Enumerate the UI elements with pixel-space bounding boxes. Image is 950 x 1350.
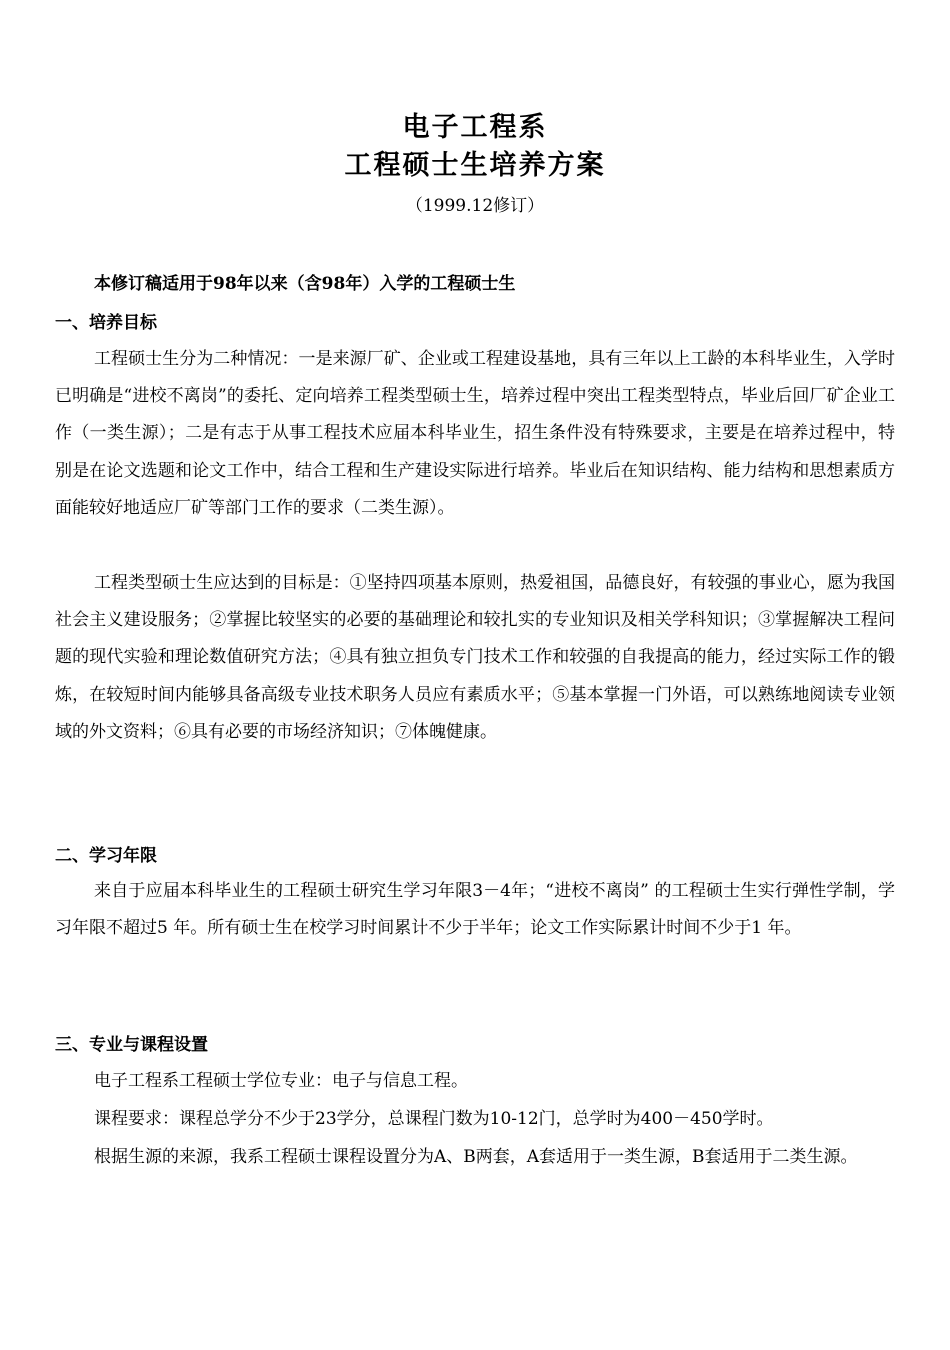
paragraph-course-sets: 根据生源的来源，我系工程硕士课程设置分为A、B两套，A套适用于一类生源，B套适用于二类生源。 [94, 1147, 858, 1167]
section-heading-duration: 二、学习年限 [55, 846, 157, 866]
section-heading-curriculum: 三、专业与课程设置 [55, 1035, 208, 1055]
section-heading-goals: 一、培养目标 [55, 313, 157, 333]
applicability-note: 本修订稿适用于98年以来（含98年）入学的工程硕士生 [94, 274, 516, 294]
document-title-program: 工程硕士生培养方案 [344, 150, 606, 181]
paragraph-training-targets: 工程类型硕士生应达到的目标是：①坚持四项基本原则，热爱祖国，品德良好，有较强的事业心，愿为我国社会主义建设服务；②掌握比较坚实的必要的基础理论和较扎实的专业知识及相关学科知识；③掌握解决工程问题的现代实验和理论数值研究方法；④具有独立担负专门技术工作和较强的自我提高的能力，经过实际工作的锻炼，在较短时间内能够具备高级专业技术职务人员应有素质水平；⑤基本掌握一门外语，可以熟练地阅读专业领域的外文资料；⑥具有必要的市场经济知识；⑦体魄健康。 [55, 573, 895, 742]
revision-date: （1999.12修订） [405, 196, 545, 216]
paragraph-student-types: 工程硕士生分为二种情况：一是来源厂矿、企业或工程建设基地，具有三年以上工龄的本科毕业生，入学时已明确是“进校不离岗”的委托、定向培养工程类型硕士生，培养过程中突出工程类型特点，毕业后回厂矿企业工作（一类生源）；二是有志于从事工程技术应届本科毕业生，招生条件没有特殊要求，主要是在培养过程中，特别是在论文选题和论文工作中，结合工程和生产建设实际进行培养。毕业后在知识结构、能力结构和思想素质方面能较好地适应厂矿等部门工作的要求（二类生源）。 [55, 349, 895, 518]
paragraph-study-duration: 来自于应届本科毕业生的工程硕士研究生学习年限3－4年；“进校不离岗” 的工程硕士生实行弹性学制，学习年限不超过5 年。所有硕士生在校学习时间累计不少于半年；论文工作实际累计时间不少于1 年。 [55, 881, 895, 939]
document-title-department: 电子工程系 [402, 112, 548, 143]
paragraph-degree-major: 电子工程系工程硕士学位专业：电子与信息工程。 [94, 1071, 468, 1091]
paragraph-course-requirements: 课程要求：课程总学分不少于23学分，总课程门数为10-12门，总学时为400－450学时。 [94, 1109, 774, 1129]
